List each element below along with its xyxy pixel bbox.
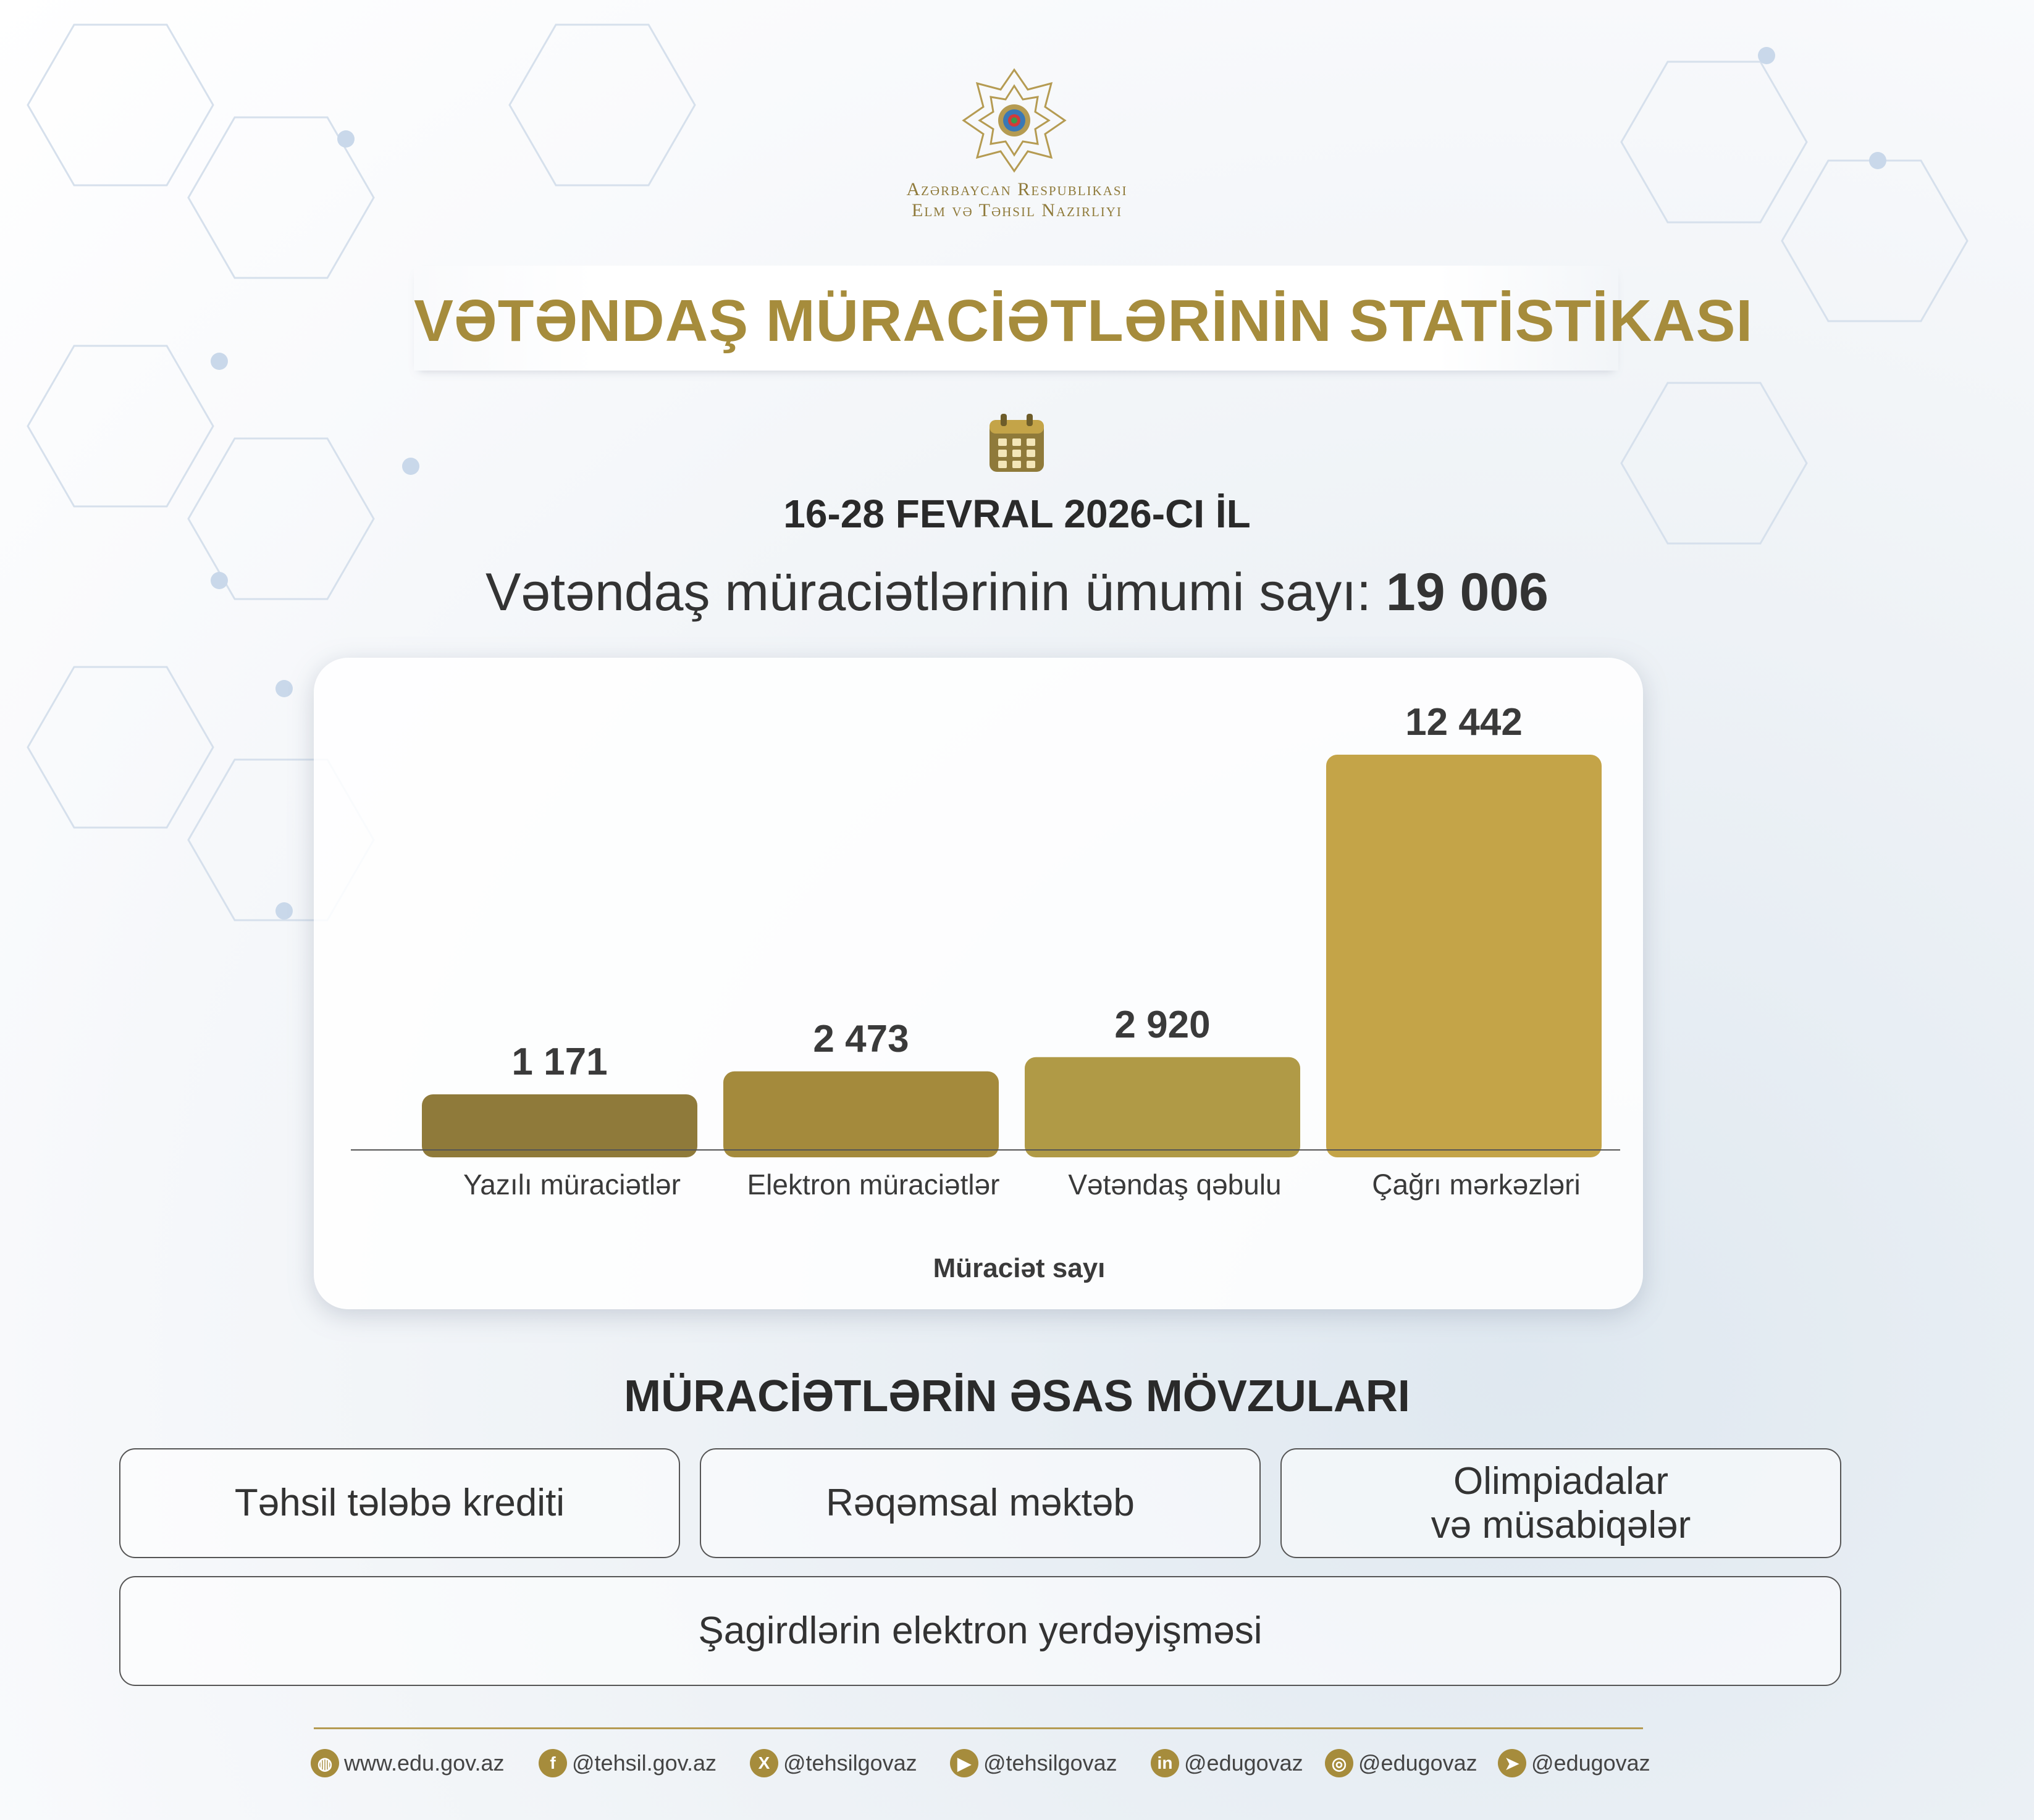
topic-student-loan: Təhsil tələbə krediti <box>119 1448 680 1558</box>
bar-1 <box>723 1071 999 1157</box>
calendar-icon <box>987 413 1046 474</box>
youtube-link[interactable] <box>950 1748 1117 1779</box>
total-label: Vətəndaş müraciətlərinin ümumi sayı: <box>485 563 1371 622</box>
footer-divider <box>314 1727 1643 1729</box>
ministry-emblem-logo <box>959 65 1070 176</box>
x-text: @tehsilgovaz <box>783 1750 917 1776</box>
total-value: 19 006 <box>1385 563 1549 622</box>
bar-3 <box>1326 755 1602 1157</box>
website-text: www.edu.gov.az <box>344 1750 505 1776</box>
linkedin-icon: in <box>1151 1749 1179 1777</box>
bar-2 <box>1025 1057 1300 1157</box>
instagram-text: @edugovaz <box>1358 1750 1477 1776</box>
chart-card <box>314 658 1643 1309</box>
topic-olympiads: Olimpiadalar və müsabiqələr <box>1280 1448 1841 1558</box>
x-axis-title: Müraciət sayı <box>933 1253 1106 1283</box>
topic-digital-school: Rəqəmsal məktəb <box>700 1448 1261 1558</box>
topics-heading: MÜRACİƏTLƏRİN ƏSAS MÖVZULARI <box>624 1372 1410 1421</box>
report-period-date: 16-28 FEVRAL 2026-CI İL <box>783 492 1251 536</box>
title-banner <box>414 266 1754 371</box>
youtube-icon: ▶ <box>950 1749 978 1777</box>
total-applications <box>0 562 2034 623</box>
category-label-0: Yazılı müraciətlər <box>463 1168 681 1201</box>
youtube-text: @tehsilgovaz <box>983 1750 1117 1776</box>
page-title: VƏTƏNDAŞ MÜRACİƏTLƏRİNİN STATİSTİKASI <box>414 288 1754 354</box>
topic-student-transfer: Şagirdlərin elektron yerdəyişməsi <box>119 1576 1841 1686</box>
facebook-text: @tehsil.gov.az <box>572 1750 717 1776</box>
facebook-icon: f <box>539 1749 567 1777</box>
facebook-link[interactable] <box>539 1748 717 1779</box>
x-icon: X <box>750 1749 778 1777</box>
bar-0 <box>422 1094 697 1157</box>
instagram-link[interactable] <box>1325 1748 1477 1779</box>
bar-value-label-0: 1 171 <box>511 1041 608 1083</box>
bar-value-label-2: 2 920 <box>1114 1003 1211 1046</box>
linkedin-text: @edugovaz <box>1184 1750 1303 1776</box>
website-link[interactable] <box>311 1748 504 1779</box>
category-label-1: Elektron müraciətlər <box>747 1168 1000 1201</box>
category-label-2: Vətəndaş qəbulu <box>1068 1168 1282 1201</box>
bar-value-label-1: 2 473 <box>813 1017 909 1060</box>
bar-value-label-3: 12 442 <box>1405 701 1523 744</box>
ministry-name-line1: Azərbaycan Respublikası <box>906 179 1128 199</box>
x-link[interactable] <box>750 1748 917 1779</box>
telegram-icon: ➤ <box>1498 1749 1526 1777</box>
telegram-text: @edugovaz <box>1531 1750 1650 1776</box>
linkedin-link[interactable] <box>1151 1748 1303 1779</box>
instagram-icon: ◎ <box>1325 1749 1353 1777</box>
globe-icon: ◍ <box>311 1749 339 1777</box>
bar-chart <box>314 658 1643 1309</box>
category-label-3: Çağrı mərkəzləri <box>1372 1168 1581 1201</box>
ministry-name-line2: Elm və Təhsil Nazirliyi <box>912 200 1122 220</box>
telegram-link[interactable] <box>1498 1748 1650 1779</box>
